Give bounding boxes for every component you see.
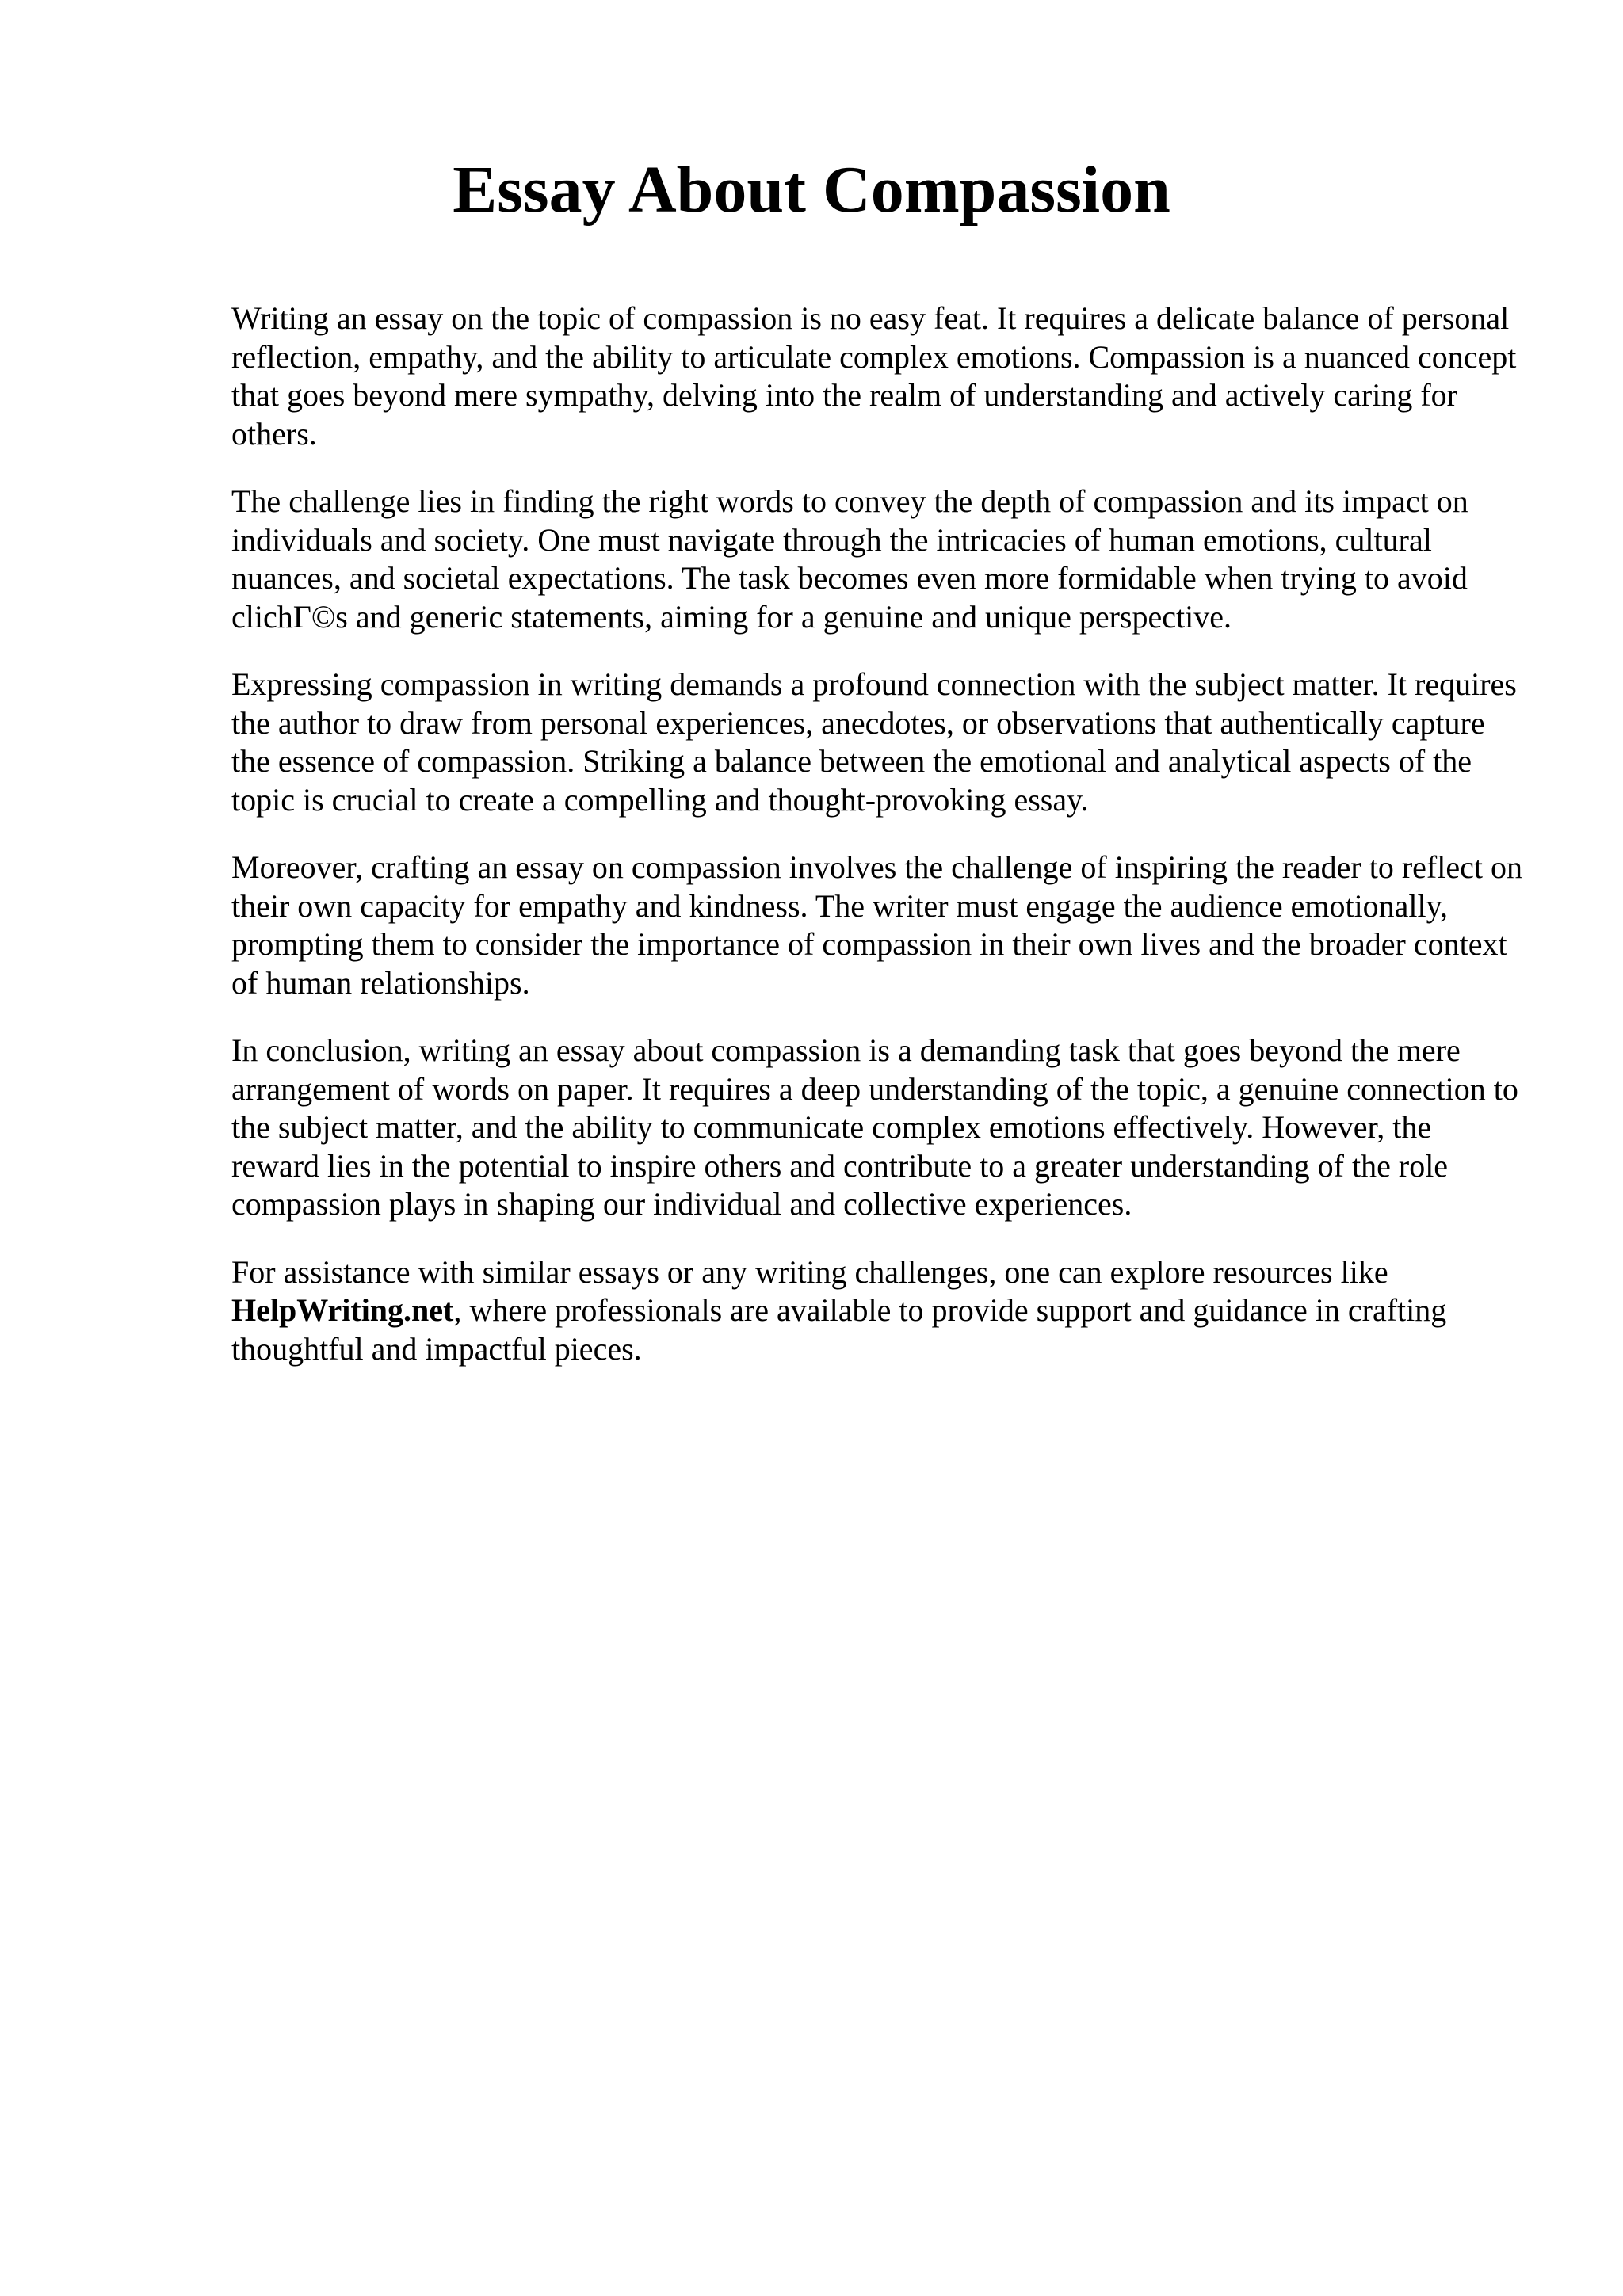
- paragraph-2: The challenge lies in finding the right words to convey the depth of compassion and its impact on individuals and society. One must navigate through the intricacies of human emotions, cultural nuances, and societal expectations. The task becomes even more formidable when trying to avoid clichΓ©s and generic statements, aiming for a genuine and unique perspective.: [231, 483, 1468, 635]
- paragraph-1: Writing an essay on the topic of compassion is no easy feat. It requires a delicate balance of personal reflection, empathy, and the ability to articulate complex emotions. Compassion is a nuanced concept that goes beyond mere sympathy, delving into the realm of understanding and actively caring for others.: [231, 300, 1517, 452]
- paragraph-3: Expressing compassion in writing demands a profound connection with the subject matter. It requires the author to draw from personal experiences, anecdotes, or observations that authentically capture the essence of compassion. Striking a balance between the emotional and analytical aspects of the topic is crucial to create a compelling and thought-provoking essay.: [231, 666, 1517, 818]
- closing-outro-text: , where professionals are available to provide support and guidance in crafting thoughtful and impactful pieces.: [231, 1292, 1447, 1367]
- site-name: HelpWriting.net: [231, 1292, 454, 1328]
- page-title: Essay About Compassion: [453, 153, 1170, 227]
- closing-intro-text: For assistance with similar essays or any writing challenges, one can explore resources like: [231, 1253, 1388, 1290]
- essay-body: [231, 299, 1523, 1398]
- closing-paragraph: [231, 1253, 1523, 1369]
- paragraph-4: Moreover, crafting an essay on compassion involves the challenge of inspiring the reader to reflect on their own capacity for empathy and kindness. The writer must engage the audience emotionally, prompting them to consider the importance of compassion in their own lives and the broader context of human relationships.: [231, 849, 1522, 1001]
- paragraph-5: In conclusion, writing an essay about compassion is a demanding task that goes beyond the mere arrangement of words on paper. It requires a deep understanding of the topic, a genuine connection to the subject matter, and the ability to communicate complex emotions effectively. However, the reward lies in the potential to inspire others and contribute to a greater understanding of the role compassion plays in shaping our individual and collective experiences.: [231, 1032, 1518, 1222]
